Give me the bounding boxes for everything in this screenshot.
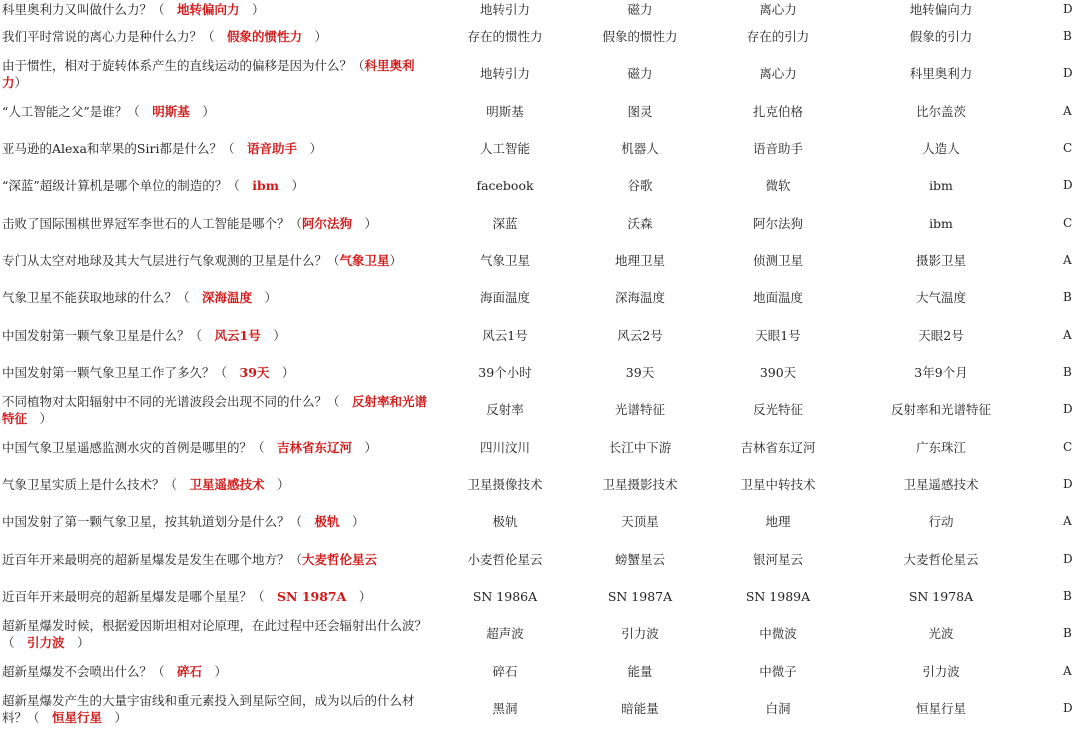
question-text: 中国发射第一颗气象卫星工作了多久？（	[2, 365, 240, 380]
option-a: 风云1号	[482, 328, 528, 343]
option-a: facebook	[476, 178, 534, 193]
question-text: 我们平时常说的离心力是种什么力？（	[2, 29, 228, 44]
option-a: 超声波	[486, 626, 524, 641]
answer-key: A	[1063, 514, 1072, 528]
quiz-row	[0, 466, 1080, 503]
option-b: 深海温度	[614, 290, 665, 305]
quiz-row	[0, 354, 1080, 391]
quiz-row	[0, 541, 1080, 578]
question-answer: 阿尔法狗	[302, 216, 353, 231]
question-answer: 地转偏向力	[177, 2, 240, 17]
option-b: 39天	[625, 365, 655, 380]
answer-key: D	[1063, 701, 1073, 715]
option-a: 小麦哲伦星云	[467, 552, 543, 567]
question-cell	[2, 93, 434, 130]
option-d: 广东珠江	[915, 440, 966, 455]
option-d: 3年9个月	[914, 365, 968, 380]
question-closing: ）	[296, 141, 322, 156]
quiz-row	[0, 242, 1080, 279]
option-c: 390天	[759, 365, 797, 380]
question-cell	[2, 653, 434, 690]
question-closing: ）	[260, 328, 286, 343]
option-b: 天顶星	[621, 514, 659, 529]
question-closing: ）	[346, 589, 372, 604]
answer-key: B	[1063, 29, 1072, 43]
option-d: 人造人	[922, 141, 960, 156]
option-b: 机器人	[621, 141, 659, 156]
question-text: 不同植物对太阳辐射中不同的光谱波段会出现不同的什么？（	[2, 393, 353, 409]
option-d: 天眼2号	[918, 328, 964, 343]
question-text: 气象卫星实质上是什么技术？（	[2, 477, 190, 492]
quiz-row	[0, 503, 1080, 540]
question-closing: ）	[189, 104, 215, 119]
quiz-row	[0, 205, 1080, 242]
quiz-row	[0, 93, 1080, 130]
option-d: 比尔盖茨	[915, 104, 966, 119]
question-cell	[2, 167, 434, 204]
question-cell	[2, 429, 434, 466]
question-answer: 碎石	[177, 664, 203, 679]
question-cell	[2, 317, 434, 354]
answer-key: C	[1063, 440, 1073, 454]
answer-key: D	[1063, 402, 1073, 416]
option-c: 天眼1号	[755, 328, 801, 343]
option-b: 谷歌	[627, 178, 653, 193]
option-d: 假象的引力	[909, 29, 973, 44]
option-b: 地理卫星	[614, 253, 665, 268]
option-a: 气象卫星	[479, 253, 530, 268]
quiz-row	[0, 391, 1080, 428]
question-answer: 风云1号	[214, 328, 261, 343]
quiz-row	[0, 317, 1080, 354]
quiz-row	[0, 615, 1080, 652]
question-cell	[2, 615, 434, 652]
question-closing: ）	[352, 216, 378, 231]
question-cell	[2, 690, 434, 727]
option-d: ibm	[929, 216, 953, 231]
question-text: 亚马逊的Alexa和苹果的Siri都是什么？（	[2, 141, 247, 156]
option-b: 磁力	[627, 2, 653, 17]
option-c: 侦测卫星	[752, 253, 803, 268]
option-c: 中微子	[759, 664, 797, 679]
question-closing: ）	[239, 2, 265, 17]
question-cell	[2, 578, 434, 615]
question-closing: ）	[339, 514, 365, 529]
option-b: 风云2号	[617, 328, 663, 343]
option-b: 光谱特征	[614, 402, 665, 417]
option-d: SN 1978A	[908, 589, 974, 604]
option-c: 微软	[765, 178, 791, 193]
question-answer: 引力波	[27, 634, 65, 650]
answer-key: A	[1063, 328, 1072, 342]
answer-key: D	[1063, 477, 1073, 491]
option-c: 白洞	[765, 701, 791, 716]
quiz-row	[0, 130, 1080, 167]
quiz-row	[0, 279, 1080, 316]
question-answer: 39天	[239, 365, 270, 380]
option-a: 明斯基	[486, 104, 524, 119]
quiz-row	[0, 167, 1080, 204]
answer-key: A	[1063, 253, 1072, 267]
question-closing: ）	[279, 178, 305, 193]
quiz-row	[0, 55, 1080, 92]
option-c: 地面温度	[752, 290, 803, 305]
question-text: “人工智能之父”是谁？（	[2, 104, 153, 119]
question-answer: 大麦哲伦星云	[302, 552, 378, 567]
question-text: 击败了国际围棋世界冠军李世石的人工智能是哪个？（	[2, 216, 303, 231]
option-b: 引力波	[621, 626, 659, 641]
option-d: 大麦哲伦星云	[903, 552, 979, 567]
option-b: 假象的惯性力	[602, 29, 678, 44]
answer-key: B	[1063, 290, 1072, 304]
option-c: 阿尔法狗	[752, 216, 803, 231]
question-cell	[2, 354, 434, 391]
option-a: 海面温度	[479, 290, 530, 305]
question-closing: ）	[27, 410, 53, 426]
option-a: 深蓝	[492, 216, 518, 231]
answer-key: C	[1063, 216, 1073, 230]
answer-key: C	[1063, 141, 1073, 155]
option-a: 存在的惯性力	[467, 29, 543, 44]
question-answer: 吉林省东辽河	[277, 440, 353, 455]
option-c: 离心力	[759, 2, 797, 17]
question-closing: ）	[269, 365, 295, 380]
option-b: 图灵	[627, 104, 653, 119]
question-answer: 深海温度	[202, 290, 253, 305]
question-cell	[2, 503, 434, 540]
quiz-row	[0, 653, 1080, 690]
option-d: 引力波	[922, 664, 960, 679]
option-c: 反光特征	[752, 402, 803, 417]
question-answer: 恒星行星	[52, 709, 103, 725]
quiz-row	[0, 18, 1080, 55]
option-d: 摄影卫星	[915, 253, 966, 268]
question-text: 超新星爆发产生的大量宇宙线和重元素投入到星际空间，成为以后的什么材料？（	[2, 692, 415, 725]
question-text: 专门从太空对地球及其大气层进行气象观测的卫星是什么？（	[2, 253, 340, 268]
option-d: 卫星遥感技术	[903, 477, 979, 492]
question-closing: ）	[302, 29, 328, 44]
answer-key: B	[1063, 626, 1072, 640]
option-c: 卫星中转技术	[740, 477, 816, 492]
option-b: 长江中下游	[608, 440, 672, 455]
quiz-row	[0, 690, 1080, 727]
question-closing: ）	[64, 634, 90, 650]
question-text: 由于惯性，相对于旋转体系产生的直线运动的偏移是因为什么？（	[2, 57, 365, 73]
question-text: 中国发射了第一颗气象卫星，按其轨道划分是什么？（	[2, 514, 315, 529]
question-cell	[2, 466, 434, 503]
question-cell	[2, 18, 434, 55]
question-closing: ）	[389, 253, 403, 268]
option-d: 行动	[928, 514, 954, 529]
option-a: 极轨	[492, 514, 518, 529]
question-answer: 假象的惯性力	[227, 29, 303, 44]
answer-key: D	[1063, 66, 1073, 80]
question-text: 超新星爆发不会喷出什么？（	[2, 664, 178, 679]
option-d: 恒星行星	[915, 701, 966, 716]
question-cell	[2, 541, 434, 578]
option-a: 碎石	[492, 664, 518, 679]
question-answer: 科里奥利力	[2, 57, 415, 90]
option-a: 卫星摄像技术	[467, 477, 543, 492]
question-answer: 卫星遥感技术	[189, 477, 265, 492]
option-a: 反射率	[486, 402, 524, 417]
option-b: 螃蟹星云	[614, 552, 665, 567]
question-text: 中国发射第一颗气象卫星是什么？（	[2, 328, 215, 343]
option-b: SN 1987A	[607, 589, 673, 604]
answer-key: B	[1063, 589, 1072, 603]
question-answer: 语音助手	[246, 141, 297, 156]
question-cell	[2, 242, 434, 279]
option-c: 中微波	[759, 626, 797, 641]
option-b: 能量	[627, 664, 653, 679]
answer-key: A	[1063, 664, 1072, 678]
quiz-row	[0, 429, 1080, 466]
answer-key: D	[1063, 178, 1073, 192]
question-text: 科里奥利力又叫做什么力？（	[2, 2, 178, 17]
option-b: 卫星摄影技术	[602, 477, 678, 492]
question-text: 气象卫星不能获取地球的什么？（	[2, 290, 203, 305]
option-d: 光波	[928, 626, 954, 641]
question-closing: ）	[252, 290, 278, 305]
answer-key: D	[1063, 2, 1073, 16]
option-b: 暗能量	[621, 701, 659, 716]
answer-key: B	[1063, 365, 1072, 379]
question-text: 近百年开来最明亮的超新星爆发是哪个星星？（	[2, 589, 278, 604]
answer-key: D	[1063, 552, 1073, 566]
option-a: 四川汶川	[479, 440, 530, 455]
option-b: 磁力	[627, 66, 653, 81]
question-text: 超新星爆发时候，根据爱因斯坦相对论原理，在此过程中还会辐射出什么波？（	[2, 617, 428, 650]
option-c: 离心力	[759, 66, 797, 81]
question-cell	[2, 279, 434, 316]
question-cell	[2, 130, 434, 167]
question-closing: ）	[202, 664, 228, 679]
option-a: 人工智能	[479, 141, 530, 156]
option-c: 吉林省东辽河	[740, 440, 816, 455]
question-text: 近百年开来最明亮的超新星爆发是发生在哪个地方？（	[2, 552, 303, 567]
option-d: 反射率和光谱特征	[890, 402, 991, 417]
option-c: 存在的引力	[746, 29, 810, 44]
question-answer: ibm	[252, 178, 280, 193]
question-closing: ）	[102, 709, 128, 725]
option-d: 大气温度	[915, 290, 966, 305]
question-closing: ）	[264, 477, 290, 492]
option-c: 地理	[765, 514, 791, 529]
question-answer: SN 1987A	[277, 589, 347, 604]
option-c: 语音助手	[752, 141, 803, 156]
option-a: 地转引力	[479, 66, 530, 81]
option-a: 39个小时	[478, 365, 532, 380]
question-answer: 反射率和光谱特征	[2, 393, 428, 426]
question-cell	[2, 55, 434, 92]
question-text: 中国气象卫星遥感监测水灾的首例是哪里的？（	[2, 440, 278, 455]
question-answer: 明斯基	[152, 104, 190, 119]
option-d: 科里奥利力	[909, 66, 973, 81]
option-d: 地转偏向力	[909, 2, 973, 17]
option-a: 地转引力	[479, 2, 530, 17]
question-closing: ）	[14, 74, 28, 90]
answer-key: A	[1063, 104, 1072, 118]
question-closing: ）	[352, 440, 378, 455]
question-cell	[2, 205, 434, 242]
option-a: SN 1986A	[472, 589, 538, 604]
question-text: “深蓝”超级计算机是哪个单位的制造的？（	[2, 178, 253, 193]
question-answer: 极轨	[314, 514, 340, 529]
question-cell	[2, 391, 434, 428]
option-c: 扎克伯格	[752, 104, 803, 119]
option-b: 沃森	[627, 216, 653, 231]
option-c: 银河星云	[752, 552, 803, 567]
option-d: ibm	[929, 178, 953, 193]
option-a: 黑洞	[492, 701, 518, 716]
option-c: SN 1989A	[745, 589, 811, 604]
question-answer: 气象卫星	[339, 253, 390, 268]
quiz-row	[0, 578, 1080, 615]
